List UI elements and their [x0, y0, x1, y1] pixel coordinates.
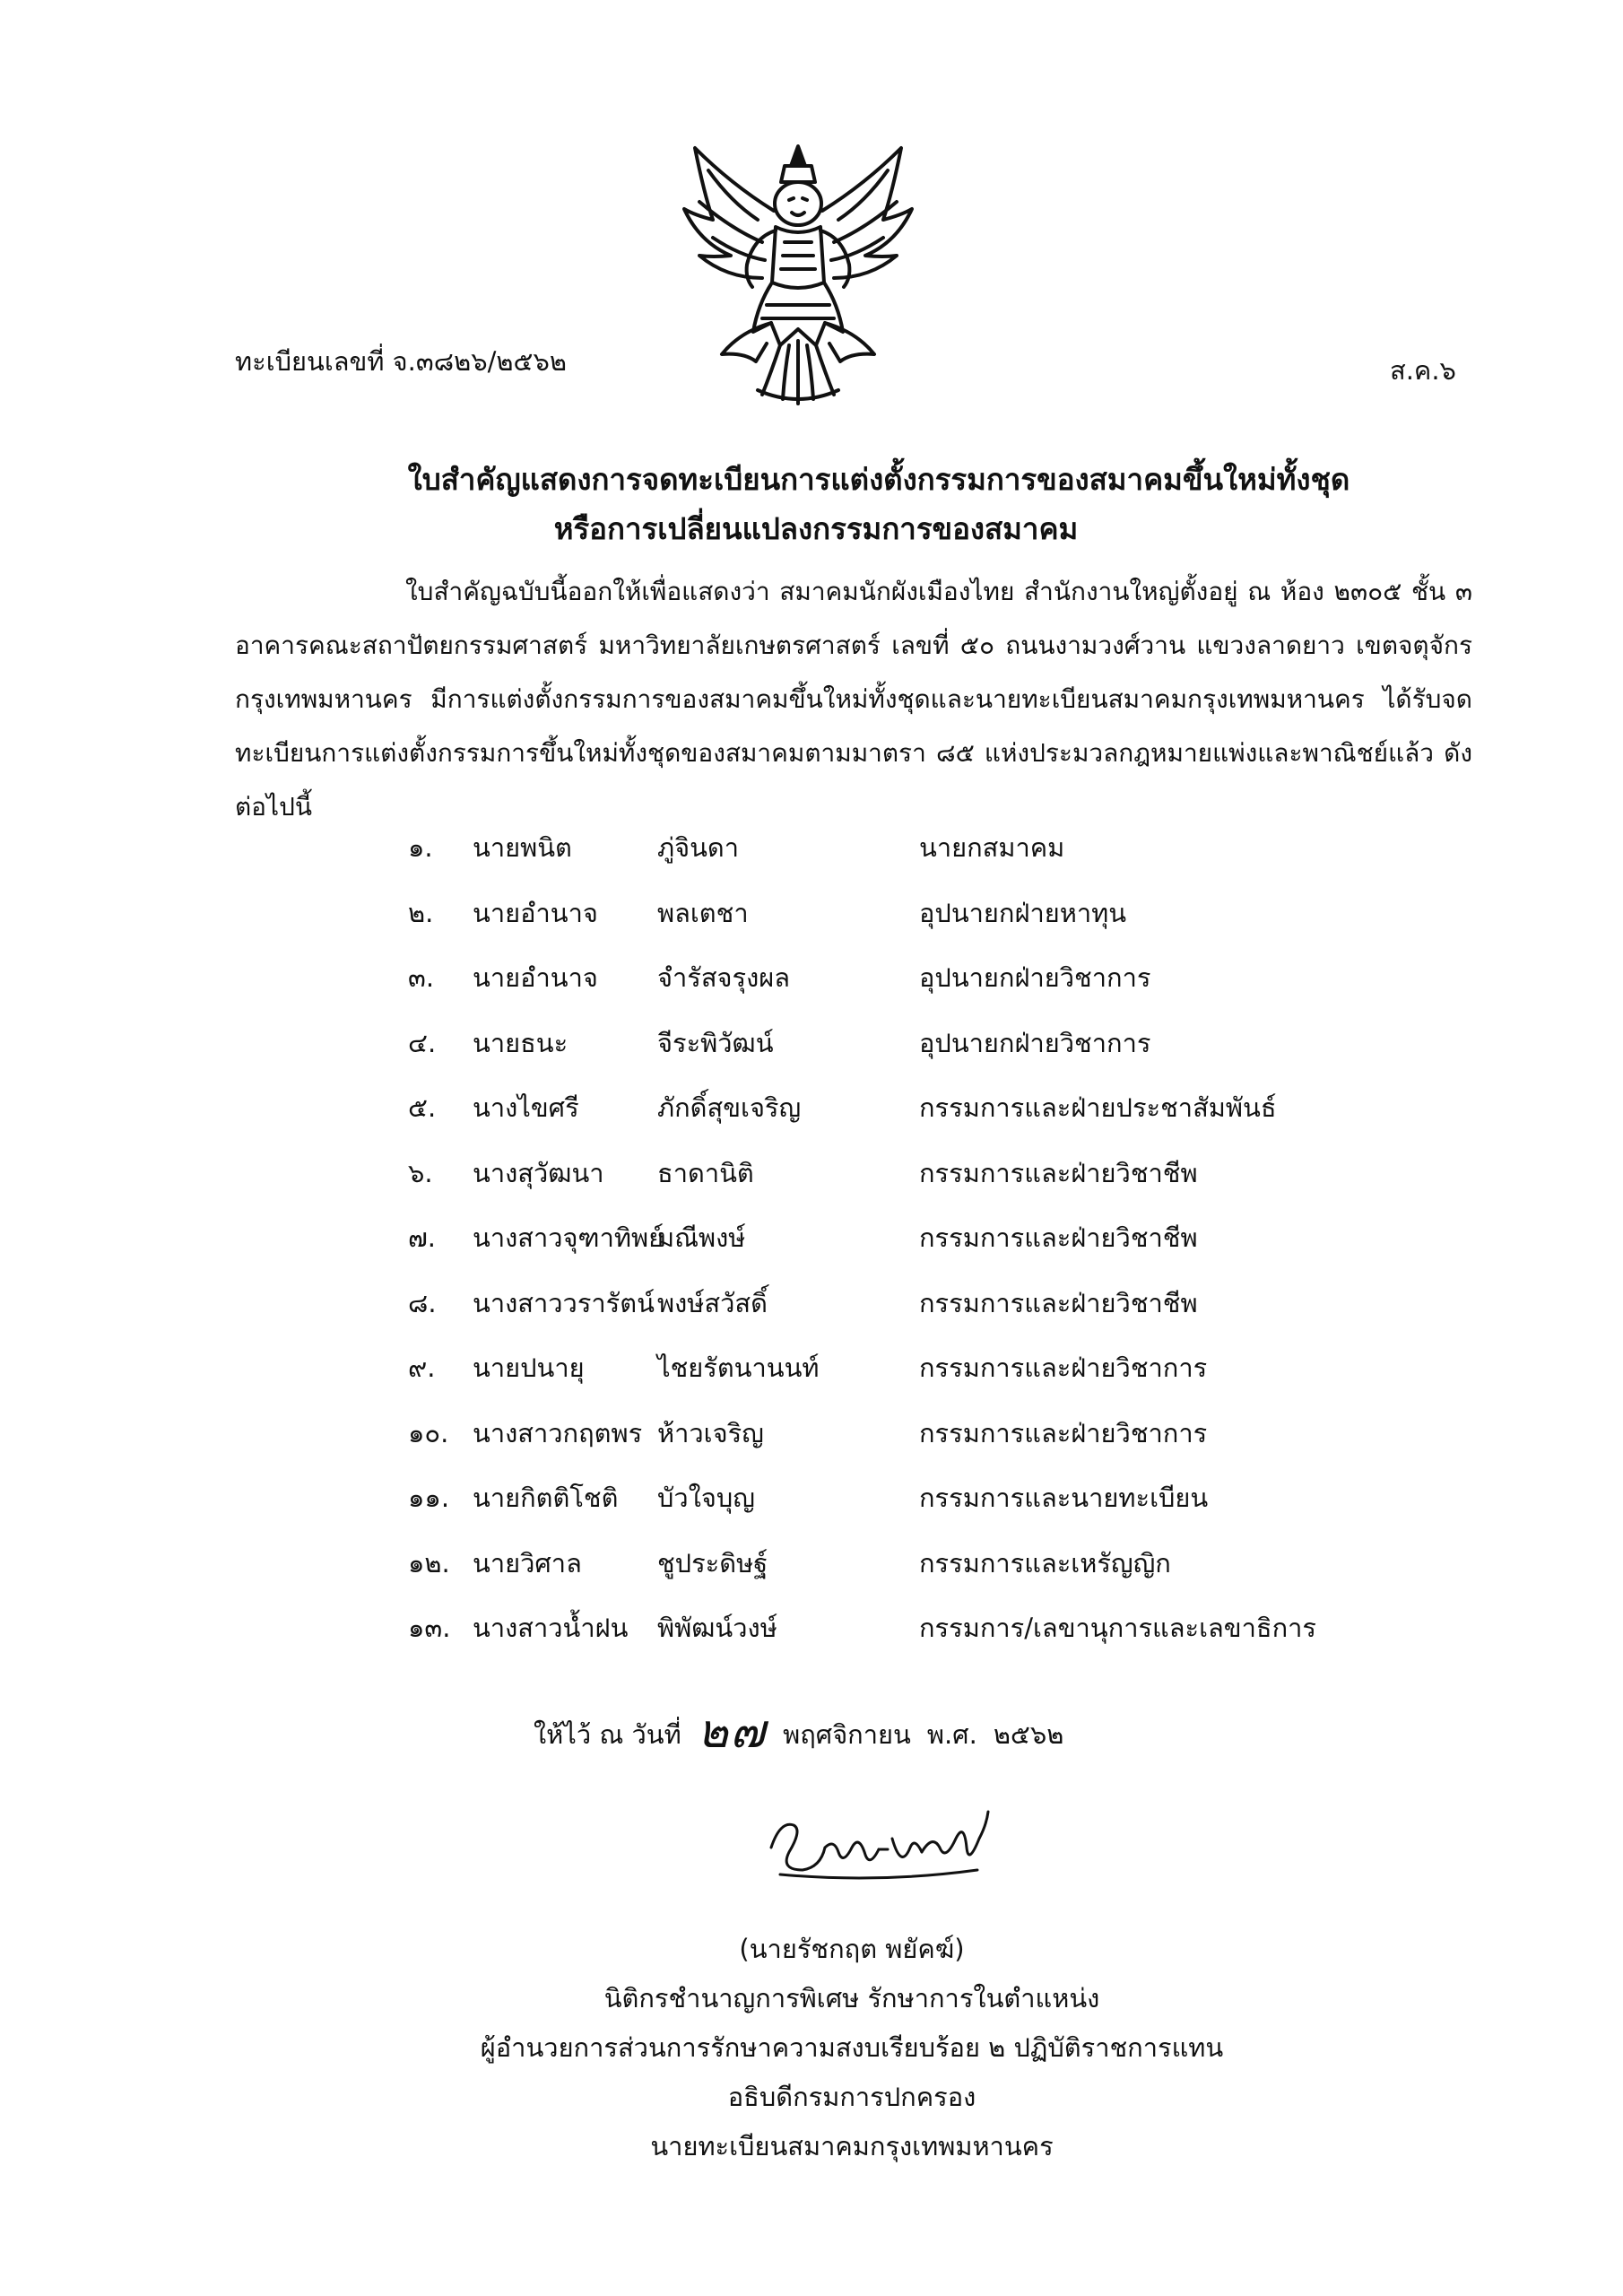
member-last-name: ชูประดิษฐ์	[657, 1547, 768, 1578]
member-first-name: นายปนายุ	[473, 1352, 585, 1383]
member-first-name: นางสาววรารัตน์	[473, 1287, 655, 1318]
member-number: ๕.	[408, 1092, 437, 1123]
member-first-name: นางสาวน้ำฝน	[473, 1613, 629, 1643]
member-last-name: ไชยรัตนานนท์	[657, 1352, 820, 1383]
signatory-title-4: นายทะเบียนสมาคมกรุงเทพมหานคร	[650, 2131, 1054, 2161]
list-item	[408, 1283, 1484, 1348]
issue-date-line	[534, 1693, 1063, 1768]
list-item	[408, 1413, 1484, 1478]
list-item	[408, 892, 1484, 958]
member-position: กรรมการ/เลขานุการและเลขาธิการ	[919, 1613, 1317, 1643]
member-number: ๑.	[408, 832, 433, 863]
member-first-name: นายธนะ	[473, 1027, 568, 1058]
member-last-name: ห้าวเจริญ	[657, 1417, 764, 1448]
issue-era: พ.ศ.	[926, 1719, 977, 1750]
list-item	[408, 1347, 1484, 1413]
member-first-name: นางไขศรี	[473, 1092, 579, 1123]
document-title-line-2: หรือการเปลี่ยนแปลงกรรมการของสมาคม	[553, 511, 1079, 546]
issue-day: ๒๗	[697, 1705, 768, 1759]
list-item	[408, 957, 1484, 1022]
member-position: อุปนายกฝ่ายวิชาการ	[919, 1027, 1151, 1058]
list-item	[408, 1022, 1484, 1088]
garuda-emblem-icon	[659, 130, 937, 408]
issue-date-prefix: ให้ไว้ ณ วันที่	[534, 1719, 681, 1750]
member-position: นายกสมาคม	[919, 832, 1065, 863]
committee-member-list	[408, 827, 1484, 1673]
member-position: อุปนายกฝ่ายวิชาการ	[919, 962, 1151, 993]
member-position: กรรมการและฝ่ายวิชาชีพ	[919, 1157, 1198, 1188]
handwritten-signature	[753, 1785, 1004, 1901]
list-item	[408, 1543, 1484, 1608]
member-last-name: พิพัฒน์วงษ์	[657, 1613, 777, 1643]
member-last-name: มณีพงษ์	[657, 1222, 746, 1253]
list-item	[408, 1607, 1484, 1673]
member-number: ๗.	[408, 1222, 437, 1253]
member-first-name: นางสาวจุฑาทิพย์	[473, 1222, 664, 1253]
member-number: ๑๒.	[408, 1547, 450, 1578]
member-number: ๒.	[408, 897, 434, 928]
member-position: กรรมการและฝ่ายวิชาการ	[919, 1352, 1208, 1383]
member-first-name: นายอำนาจ	[473, 962, 598, 993]
member-number: ๓.	[408, 962, 435, 993]
list-item	[408, 1217, 1484, 1283]
member-position: กรรมการและเหรัญญิก	[919, 1547, 1171, 1578]
issue-year: ๒๕๖๒	[993, 1719, 1064, 1750]
member-number: ๙.	[408, 1352, 436, 1383]
member-first-name: นางสาวกฤตพร	[473, 1417, 643, 1448]
member-first-name: นายพนิต	[473, 832, 572, 863]
member-last-name: ธาดานิติ	[657, 1157, 754, 1188]
member-number: ๖.	[408, 1157, 433, 1188]
member-position: อุปนายกฝ่ายหาทุน	[919, 897, 1127, 928]
member-number: ๑๓.	[408, 1613, 451, 1643]
member-number: ๑๑.	[408, 1483, 450, 1513]
member-first-name: นายอำนาจ	[473, 897, 598, 928]
list-item	[408, 1087, 1484, 1152]
signatory-name: (นายรัชกฤต พยัคฆ์)	[739, 1934, 965, 1964]
member-last-name: จำรัสจรุงผล	[657, 962, 791, 993]
member-position: กรรมการและฝ่ายวิชาชีพ	[919, 1287, 1198, 1318]
form-code: ส.ค.๖	[1390, 355, 1456, 386]
list-item	[408, 827, 1484, 892]
signatory-title-3: อธิบดีกรมการปกครอง	[727, 2082, 976, 2112]
member-last-name: พงษ์สวัสดิ์	[657, 1287, 768, 1318]
signatory-title-1: นิติกรชำนาญการพิเศษ รักษาการในตำแหน่ง	[603, 1983, 1100, 2013]
member-position: กรรมการและนายทะเบียน	[919, 1483, 1209, 1513]
member-position: กรรมการและฝ่ายวิชาการ	[919, 1417, 1208, 1448]
list-item	[408, 1152, 1484, 1218]
member-first-name: นายกิตติโชติ	[473, 1483, 619, 1513]
member-number: ๑๐.	[408, 1417, 449, 1448]
member-last-name: จีระพิวัฒน์	[657, 1027, 774, 1058]
registration-number: ทะเบียนเลขที่ จ.๓๘๒๖/๒๕๖๒	[235, 346, 567, 377]
document-title-line-1: ใบสำคัญแสดงการจดทะเบียนการแต่งตั้งกรรมการของสมาคมขึ้นใหม่ทั้งชุด	[407, 462, 1350, 497]
certificate-paragraph-text: ใบสำคัญฉบับนี้ออกให้เพื่อแสดงว่า สมาคมนักผังเมืองไทย สำนักงานใหญ่ตั้งอยู่ ณ ห้อง ๒๓๐๕ ชั้น ๓ อาคารคณะสถาปัตยกรรมศาสตร์ มหาวิทยาลัยเกษตรศาสตร์ เลขที่ ๕๐ ถนนงามวงศ์วาน แขวงลาดยาว เขตจตุจักร กรุงเทพมหานคร มีการแต่งตั้งกรรมการของสมาคมขึ้นใหม่ทั้งชุดและนายทะเบียนสมาคมกรุงเทพมหานคร ได้รับจดทะเบียนการแต่งตั้งกรรมการขึ้นใหม่ทั้งชุดของสมาคมตามมาตรา ๘๕ แห่งประมวลกฎหมายแพ่งและพาณิชย์แล้ว ดังต่อไปนี้	[235, 577, 1472, 822]
list-item	[408, 1477, 1484, 1543]
member-last-name: ภู่จินดา	[657, 832, 740, 863]
issue-month: พฤศจิกายน	[783, 1719, 911, 1750]
member-last-name: ภักดิ์สุขเจริญ	[657, 1092, 802, 1123]
member-number: ๔.	[408, 1027, 437, 1058]
member-last-name: พลเตชา	[657, 897, 749, 928]
member-first-name: นายวิศาล	[473, 1547, 582, 1578]
member-position: กรรมการและฝ่ายวิชาชีพ	[919, 1222, 1198, 1253]
member-first-name: นางสุวัฒนา	[473, 1157, 604, 1188]
member-position: กรรมการและฝ่ายประชาสัมพันธ์	[919, 1092, 1277, 1123]
member-number: ๘.	[408, 1287, 437, 1318]
member-last-name: บัวใจบุญ	[657, 1483, 755, 1513]
signatory-title-2: ผู้อำนวยการส่วนการรักษาความสงบเรียบร้อย ๒ ปฏิบัติราชการแทน	[480, 2032, 1224, 2063]
certificate-paragraph	[235, 565, 1472, 834]
